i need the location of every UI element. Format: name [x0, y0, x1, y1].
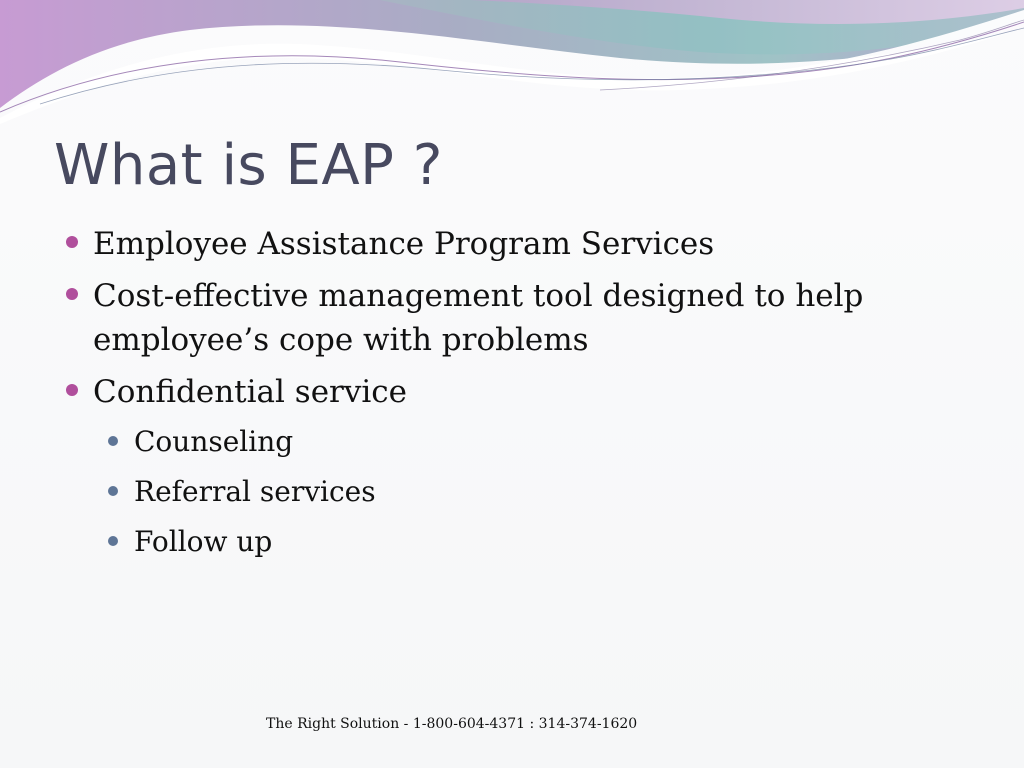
wave-decoration-icon [0, 0, 1024, 130]
sub-bullet-dot-icon [108, 486, 118, 496]
sub-bullet-text: Counseling [134, 425, 294, 458]
sub-bullet-text: Referral services [134, 475, 376, 508]
bullet-list [0, 222, 1024, 572]
bullet-dot-icon [66, 384, 78, 396]
sub-bullet-dot-icon [108, 436, 118, 446]
bullet-item [0, 274, 1024, 362]
sub-bullet-item [0, 522, 1024, 562]
bullet-item [0, 222, 1024, 266]
slide-footer: The Right Solution - 1-800-604-4371 : 314-374-1620 [266, 716, 638, 732]
sub-bullet-item [0, 422, 1024, 462]
bullet-text: Cost-effective management tool designed to help employee’s cope with problems [93, 278, 864, 358]
bullet-dot-icon [66, 288, 78, 300]
sub-bullet-dot-icon [108, 536, 118, 546]
bullet-text: Employee Assistance Program Services [93, 226, 715, 262]
bullet-text: Confidential service [93, 374, 408, 410]
sub-bullet-item [0, 472, 1024, 512]
bullet-item [0, 370, 1024, 414]
slide-title: What is EAP ? [54, 133, 443, 198]
sub-bullet-text: Follow up [134, 525, 273, 558]
bullet-dot-icon [66, 236, 78, 248]
